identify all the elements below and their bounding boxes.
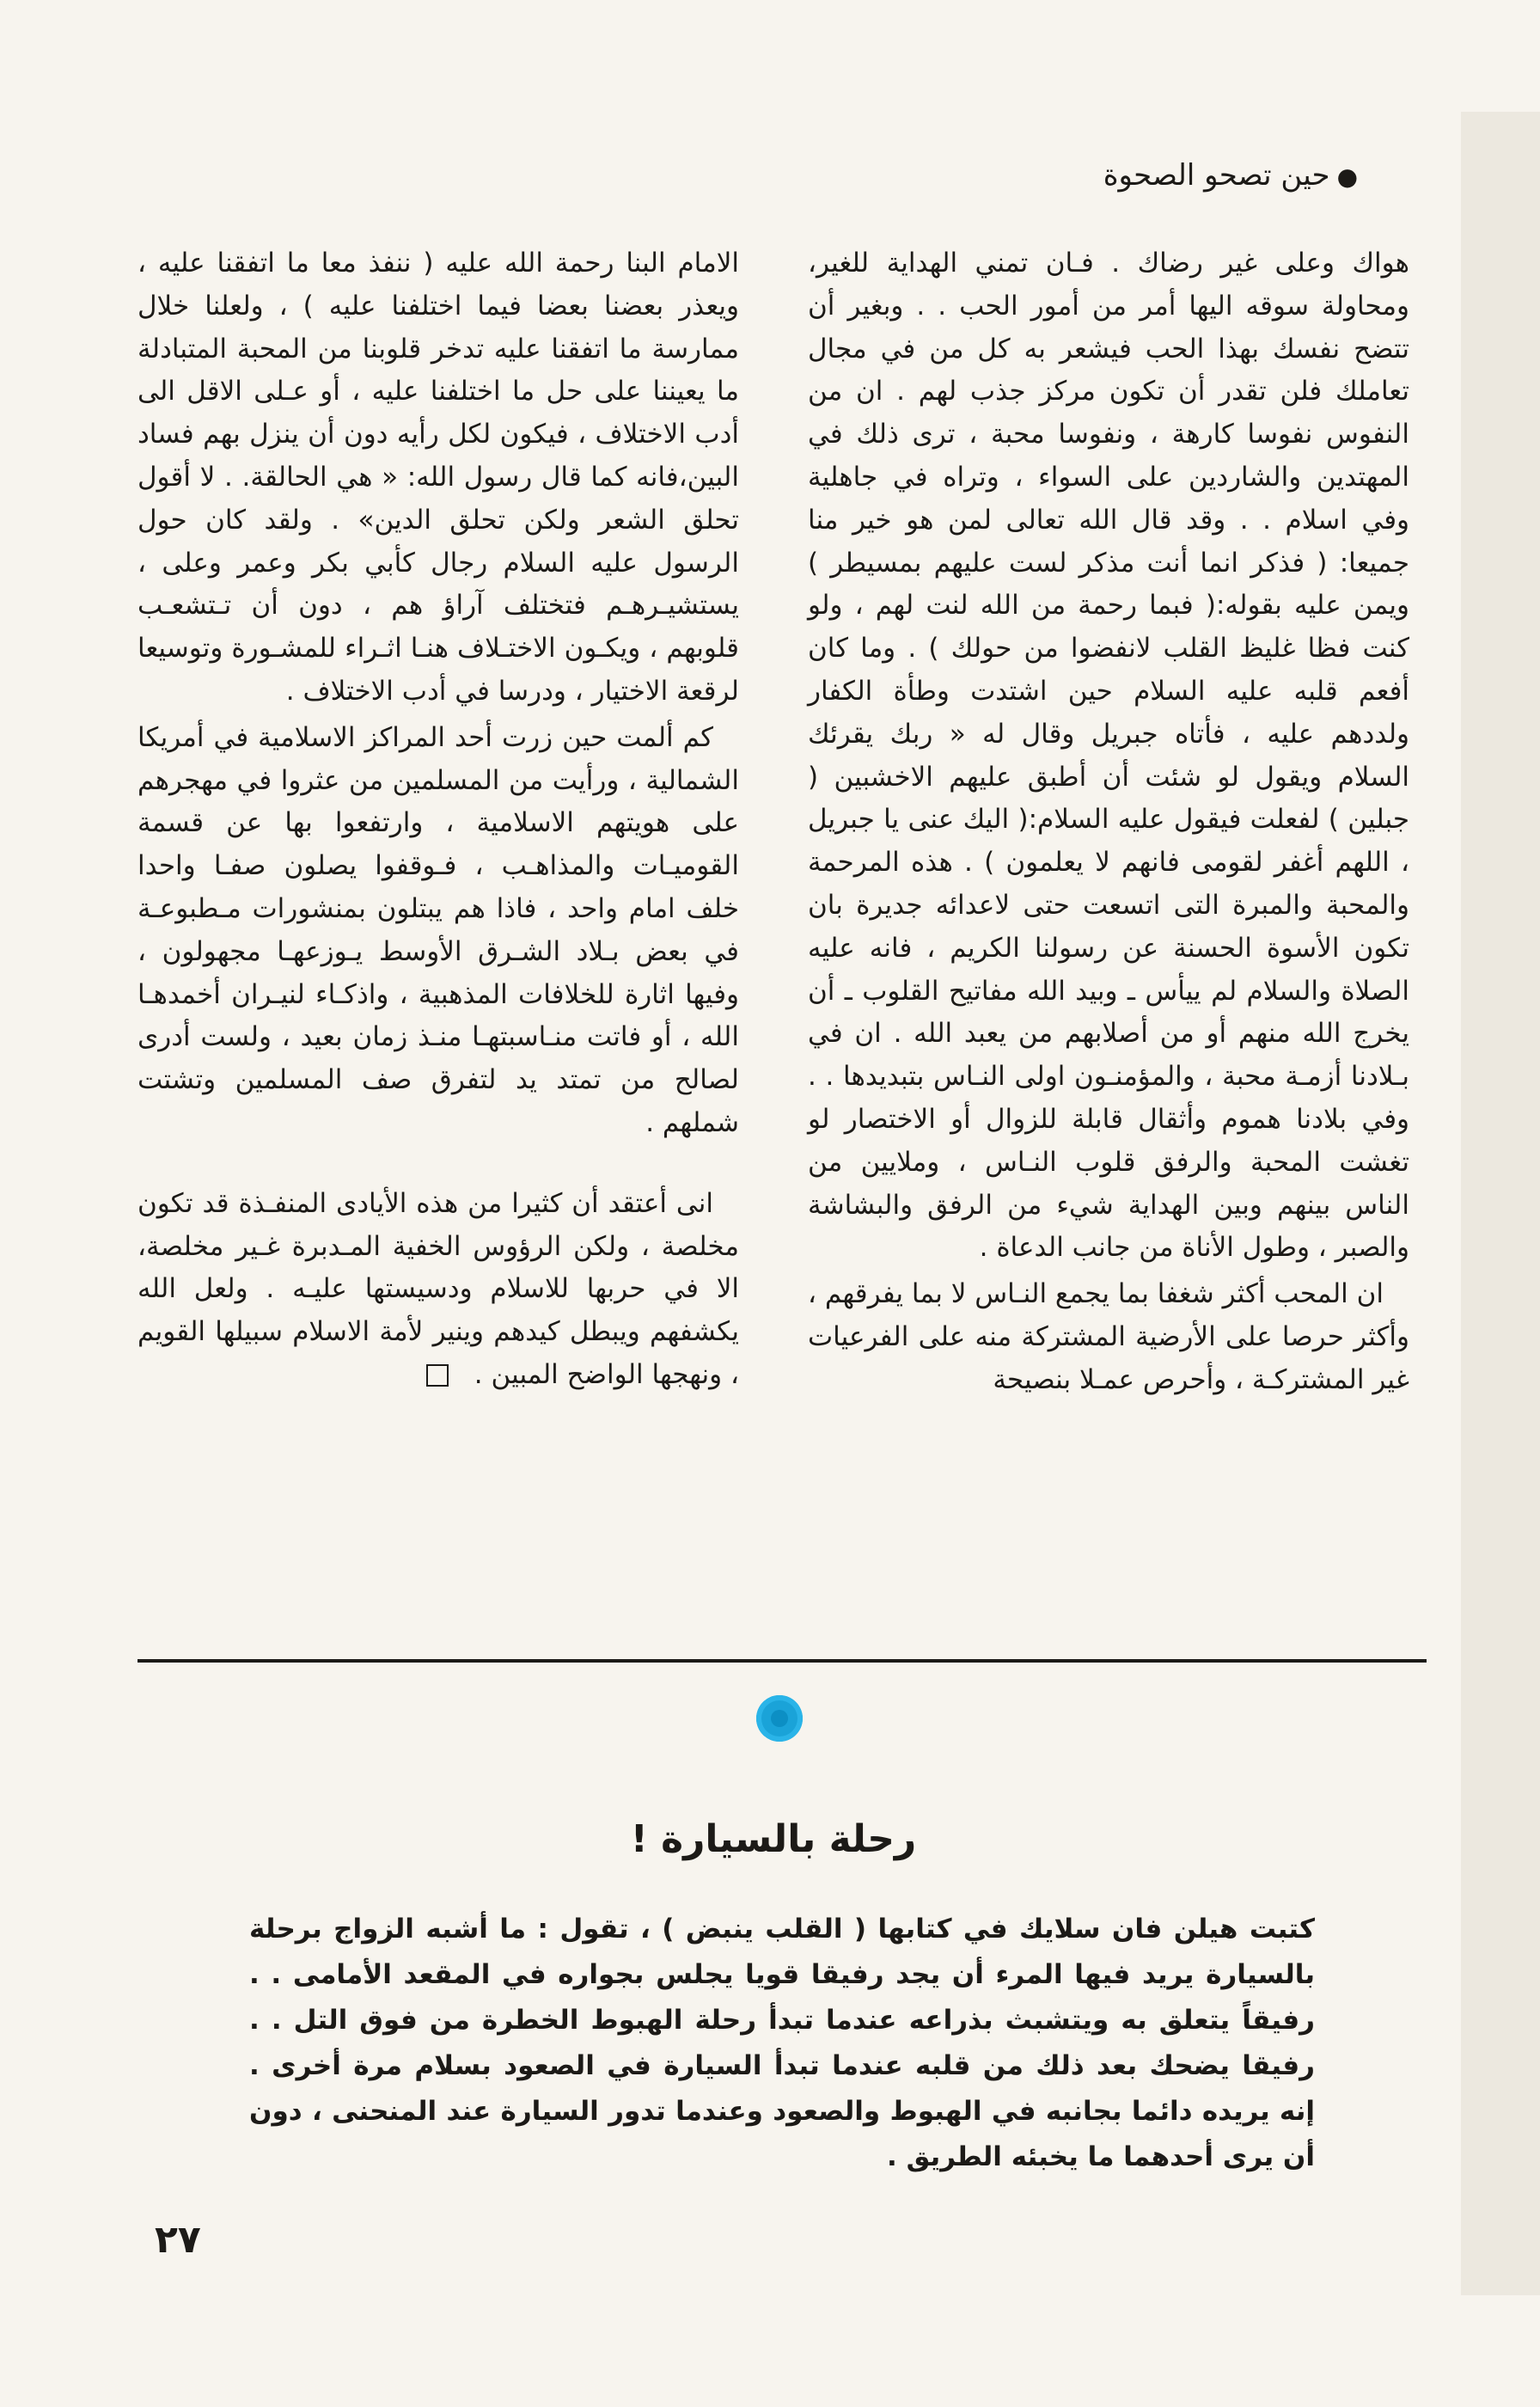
section-divider — [138, 1659, 1427, 1663]
page-number: ٢٧ — [155, 2218, 201, 2262]
sidebar-title: رحلة بالسيارة ! — [630, 1817, 917, 1861]
running-header — [997, 155, 1358, 198]
bullet-icon: ● — [1336, 162, 1358, 191]
sidebar-paragraph: كتبت هيلن فان سلايك في كتابها ( القلب ينبض ) ، تقول : ما أشبه الزواج برحلة بالسيارة يريد فيها المرء أن يجد رفيقا قويا يجلس بجواره في المقعد الأمامى . . رفيقاً يتعلق به ويتشبث بذراعه عندما تبدأ رحلة الهبوط الخطرة من فوق التل . . رفيقا يضحك بعد ذلك من قلبه عندما تبدأ السيارة في الصعود بسلام مرة أخرى . إنه يريده دائما بجانبه في الهبوط والصعود وعندما تدور السيارة عند المنحنى ، دون أن يرى أحدهما ما يخبئه الطريق . — [249, 1914, 1315, 2172]
end-of-article-icon — [426, 1364, 449, 1387]
scan-margin — [1461, 112, 1540, 2295]
paragraph: كم ألمت حين زرت أحد المراكز الاسلامية في أمريكا الشمالية ، ورأيت من المسلمين من عثروا في مهجرهم على هويتهم الاسلامية ، وارتفعوا بها عن قسمة القوميـات والمذاهـب ، فـوقفوا يصلون صفـا واحدا خلف امام واحد ، فاذا هم يبتلون بمنشورات مـطبوعـة في بعض بـلاد الشـرق الأوسط يـوزعهـا مجهولون ، وفيها اثارة للخلافات المذهبية ، واذكـاء لنيـران أخمدهـا الله ، أو فاتت منـاسبتهـا منـذ زمان بعيد ، ولست أدرى لصالح من تمتد يد لتفرق صف المسلمين وتشتت شملهم . — [138, 721, 739, 1138]
paragraph: الامام البنا رحمة الله عليه ( ننفذ معا ما اتفقنا عليه ، ويعذر بعضنا بعضا فيما اختلفنا عليه ) ، ولعلنا خلال ممارسة ما اتفقنا عليه تدخر قلوبنا من المحبة المتبادلة ما يعيننا على حل ما اختلفنا عليه ، أو عـلى الاقل الى أدب الاختلاف ، فيكون لكل رأيه دون أن ينزل بهم فساد البين،فانه كما قال رسول الله: « هي الحالقة. . لا أقول تحلق الشعر ولكن تحلق الدين» . ولقد كان حول الرسول عليه السلام رجال كأبي بكر وعمر وعلى ، يستشيـرهـم فتختلف آراؤ هم ، دون أن تـتشعـب قلوبهم ، ويكـون الاختـلاف هنـا اثـراء للمشـورة وتوسيعا لرقعة الاختيار ، ودرسا في أدب الاختلاف . — [138, 248, 739, 707]
sidebar-body — [249, 1907, 1315, 2180]
article-column-left — [138, 242, 739, 1601]
ornament-icon — [756, 1695, 803, 1742]
paragraph: ان المحب أكثر شغفا بما يجمع النـاس لا بما يفرقهم ، وأكثر حرصا على الأرضية المشتركة منه على الفرعيات غير المشتركـة ، وأحرص عمـلا بنصيحة — [808, 1278, 1409, 1395]
paragraph: هواك وعلى غير رضاك . فـان تمني الهداية للغير، ومحاولة سوقه اليها أمر من أمور الحب . . وبغير أن تتضح نفسك بهذا الحب فيشعر به كل من في مجال تعاملك فلن تقدر أن تكون مركز جذب لهم . ان من النفوس نفوسا كارهة ، ونفوسا محبة ، ترى ذلك في المهتدين والشاردين على السواء ، وتراه في جاهلية وفي اسلام . . وقد قال الله تعالى لمن هو خير منا جميعا: ( فذكر انما أنت مذكر لست عليهم بمسيطر ) ويمن عليه بقوله:( فبما رحمة من الله لنت لهم ، ولو كنت فظا غليظ القلب لانفضوا من حولك ) . وما كان أفعم قلبه عليه السلام حين اشتدت وطأة الكفار ولددهم عليه ، فأتاه جبريل وقال له « ربك يقرئك السلام ويقول لو شئت أن أطبق عليهم الاخشبين ( جبلين ) لفعلت فيقول عليه السلام:( اليك عنى يا جبريل ، اللهم أغفر لقومى فانهم لا يعلمون ) . هذه المرحمة والمحبة والمبرة التى اتسعت حتى لاعدائه جديرة بان تكون الأسوة الحسنة عن رسولنا الكريم ، فانه عليه الصلاة والسلام لم ييأس ـ وبيد الله مفاتيح القلوب ـ أن يخرج الله منهم أو من أصلابهم من يعبد الله . ان في بـلادنا أزمـة محبة ، والمؤمنـون اولى النـاس بتبديدها . . وفي بلادنا هموم وأثقال قابلة للزوال أو الاختصار لو تغشت المحبة والرفق قلوب النـاس ، وملايين من الناس بينهم وبين الهداية شيء من الرفق والبشاشة والصبر ، وطول الأناة من جانب الدعاة . — [808, 248, 1409, 1264]
paragraph-final — [138, 1183, 739, 1397]
paragraph-text: انى أعتقد أن كثيرا من هذه الأيادى المنفـذة قد تكون مخلصة ، ولكن الرؤوس الخفية المـدبرة غـير مخلصة، الا في حربها للاسلام ودسيستها عليـه . ولعل الله يكشفهم ويبطل كيدهم وينير لأمة الاسلام سبيلها القويم ، ونهجها الواضح المبين . — [138, 1187, 739, 1390]
running-header-title: حين تصحو الصحوة — [1103, 158, 1330, 193]
article-column-right — [808, 242, 1409, 1601]
